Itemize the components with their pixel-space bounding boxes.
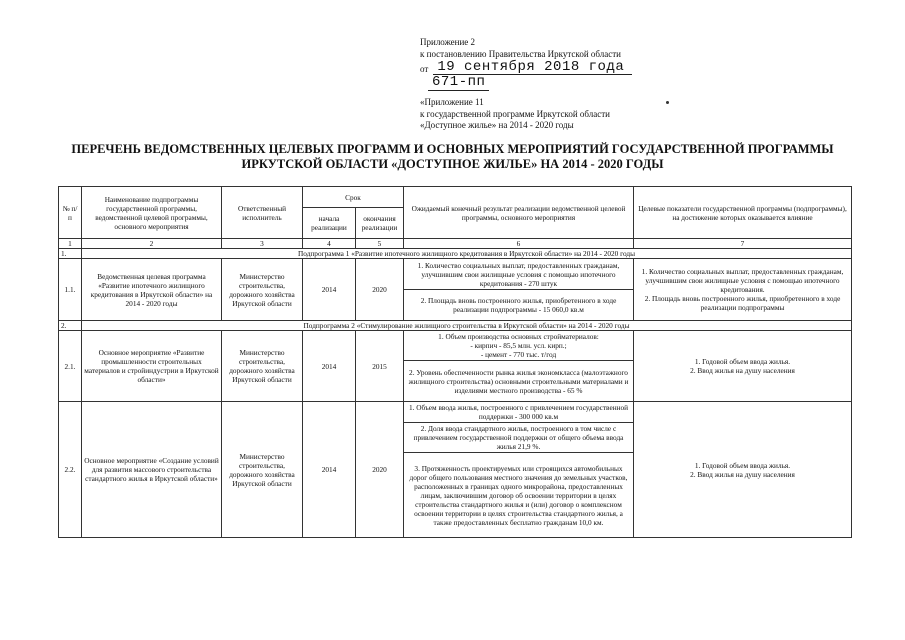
program-name: «Доступное жилье» на 2014 - 2020 годы (420, 120, 574, 130)
indicator-item: 1. Годовой объем ввода жилья. (694, 460, 791, 470)
header-start: начала реализации (303, 208, 356, 239)
subprogram-1-row (59, 249, 852, 259)
program-line: к государственной программе Иркутской области (420, 108, 611, 119)
header-indicators: Целевые показатели государственной программы (подпрограммы), на достижение которых оказывается влияние (634, 187, 852, 239)
row-result: 3. Протяженность проектируемых или строящихся автомобильных дорог общего пользования местного значения до земельных участков, расположенных в границах одного микрорайона, предоставленных лицам, заключившим договор об освоении территории в целях строительства стандартного жилья и (или) договор о комплексном освоении территории в целях строительства стандартного жилья, а также предоставленных бесплатно гражданам 10,0 км. (404, 453, 634, 538)
title-line-1: ПЕРЕЧЕНЬ ВЕДОМСТВЕННЫХ ЦЕЛЕВЫХ ПРОГРАММ И ОСНОВНЫХ МЕРОПРИЯТИЙ ГОСУДАРСТВЕННОЙ ПРОГРАММЫ (71, 142, 834, 156)
col-number: 6 (404, 239, 634, 249)
table-header-row (59, 187, 852, 208)
resolution-date: 19 сентября 2018 года (433, 61, 632, 75)
subprogram-title: Подпрограмма 1 «Развитие ипотечного жилищного кредитования в Иркутской области» на 2014 - 2020 годы (82, 249, 852, 259)
header-executor: Ответственный исполнитель (222, 187, 303, 239)
indicator-item: 2. Ввод жилья на душу населения (690, 366, 795, 375)
date-prefix: от (420, 63, 429, 74)
row-end: 2015 (356, 331, 404, 402)
row-num: 1.1. (59, 259, 82, 321)
result-line: - цемент - 770 тыс. т/год (480, 350, 557, 359)
subprogram-title: Подпрограмма 2 «Стимулирование жилищного строительства в Иркутской области» на 2014 - 2020 годы (82, 321, 852, 331)
row-num: 2.1. (59, 331, 82, 402)
col-number: 1 (59, 239, 82, 249)
header-name: Наименование подпрограммы государственной программы, ведомственной целевой программы, основного мероприятия (82, 187, 222, 239)
title-line-2: ИРКУТСКОЙ ОБЛАСТИ «ДОСТУПНОЕ ЖИЛЬЕ» НА 2014 - 2020 ГОДЫ (241, 157, 664, 171)
row-num: 2.2. (59, 402, 82, 538)
row-result: 2. Площадь вновь построенного жилья, приобретенного в ходе реализации подпрограммы - 15 060,0 кв.м (404, 290, 634, 321)
row-indicators (634, 402, 852, 538)
dot-mark (666, 101, 669, 104)
table-row (59, 331, 852, 361)
col-number: 4 (303, 239, 356, 249)
header-term: Срок (303, 187, 404, 208)
row-indicators (634, 259, 852, 321)
document-header (420, 37, 680, 132)
resolution-label: к постановлению Правительства Иркутской области (420, 48, 621, 59)
result-line: 1. Объем производства основных стройматериалов: (438, 332, 599, 341)
indicator-item: 2. Ввод жилья на душу населения (690, 469, 795, 479)
table-row (59, 402, 852, 423)
indicator-item: 1. Количество социальных выплат, предоставленных гражданам, улучшившим свои жилищные условия с помощью ипотечного кредитования. (641, 267, 844, 294)
page-title (40, 142, 865, 172)
appendix11-label: «Приложение 11 (420, 97, 484, 107)
row-name: Ведомственная целевая программа «Развитие ипотечного жилищного кредитования в Иркутской области» на 2014 - 2020 годы (82, 259, 222, 321)
row-name: Основное мероприятие «Создание условий для развития массового строительства стандартного жилья в Иркутской области» (82, 402, 222, 538)
row-end: 2020 (356, 259, 404, 321)
number-line (420, 76, 680, 89)
date-line (420, 61, 680, 75)
row-indicators (634, 331, 852, 402)
row-result: 1. Объем ввода жилья, построенного с привлечением государственной поддержки - 300 000 кв.м (404, 402, 634, 423)
subprogram-2-row (59, 321, 852, 331)
row-result: 2. Доля ввода стандартного жилья, построенного в том числе с привлечением государственной поддержки от общего объема ввода жилья 21,9 %. (404, 423, 634, 453)
row-result: 2. Уровень обеспеченности рынка жилья экономкласса (малоэтажного жилищного строительства) основными строительными материалами и изделиями местного производства - 65 % (404, 361, 634, 402)
row-result: 1. Количество социальных выплат, предоставленных гражданам, улучшившим свои жилищные условия с помощью ипотечного кредитования - 270 штук (404, 259, 634, 290)
row-start: 2014 (303, 402, 356, 538)
indicator-item: 1. Годовой объем ввода жилья. (694, 357, 791, 366)
col-number: 7 (634, 239, 852, 249)
col-number: 3 (222, 239, 303, 249)
subprogram-num: 1. (59, 249, 82, 259)
row-executor: Министерство строительства, дорожного хозяйства Иркутской области (222, 331, 303, 402)
appendix-label: Приложение 2 (420, 37, 476, 47)
row-result (404, 331, 634, 361)
header-end: окончания реализации (356, 208, 404, 239)
indicator-item: 2. Площадь вновь построенного жилья, приобретенного в ходе реализации подпрограммы (644, 294, 841, 312)
subprogram-num: 2. (59, 321, 82, 331)
row-name: Основное мероприятие «Развитие промышленности строительных материалов и стройиндустрии в Иркутской области» (82, 331, 222, 402)
header-num: № п/п (59, 187, 82, 239)
table-row (59, 259, 852, 290)
col-number: 2 (82, 239, 222, 249)
row-end: 2020 (356, 402, 404, 538)
resolution-number: 671-пп (428, 74, 489, 91)
result-line: - кирпич - 85,5 млн. усл. кирп.; (470, 341, 567, 350)
row-executor: Министерство строительства, дорожного хозяйства Иркутской области (222, 402, 303, 538)
col-number: 5 (356, 239, 404, 249)
header-result: Ожидаемый конечный результат реализации ведомственной целевой программы, основного мероприятия (404, 187, 634, 239)
row-start: 2014 (303, 331, 356, 402)
row-start: 2014 (303, 259, 356, 321)
column-numbers-row (59, 239, 852, 249)
programs-table (58, 186, 852, 538)
row-executor: Министерство строительства, дорожного хозяйства Иркутской области (222, 259, 303, 321)
